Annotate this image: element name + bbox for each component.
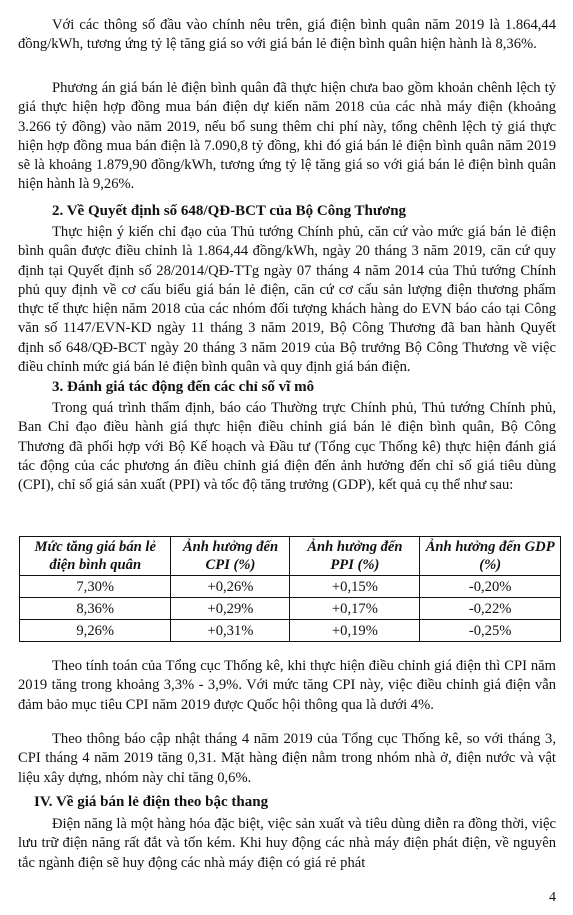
header-ppi: Ảnh hưởng đến PPI (%) <box>290 537 420 576</box>
cell-gdp: -0,20% <box>420 576 561 598</box>
cell-price-increase: 8,36% <box>20 598 171 620</box>
heading-macro-impact: 3. Đánh giá tác động đến các chỉ số vĩ mô <box>52 379 315 395</box>
paragraph-price-2019: Với các thông số đầu vào chính nêu trên, giá điện bình quân năm 2019 là 1.864,44 đồng/kWh, tương ứng tỷ lệ tăng giá so với giá bán lẻ điện bình quân hiện hành là 8,36%. <box>18 17 556 53</box>
table-row <box>20 576 561 598</box>
table-row <box>20 598 561 620</box>
cell-price-increase: 9,26% <box>20 620 171 642</box>
cell-cpi: +0,26% <box>171 576 290 598</box>
table-row <box>20 620 561 642</box>
header-gdp: Ảnh hưởng đến GDP (%) <box>420 537 561 576</box>
table-header-row <box>20 537 561 576</box>
cell-ppi: +0,19% <box>290 620 420 642</box>
paragraph-cpi-forecast: Theo tính toán của Tổng cục Thống kê, khi thực hiện điều chỉnh giá điện thì CPI năm 2019 tăng trong khoảng 3,3% - 3,9%. Với mức tăng CPI này, việc điều chỉnh giá điện vẫn đảm bảo mục tiêu CPI năm 2019 được Quốc hội thông qua là dưới 4%. <box>18 658 556 713</box>
cell-cpi: +0,29% <box>171 598 290 620</box>
cell-ppi: +0,17% <box>290 598 420 620</box>
cell-ppi: +0,15% <box>290 576 420 598</box>
page-number: 4 <box>549 890 556 905</box>
cell-gdp: -0,25% <box>420 620 561 642</box>
cell-price-increase: 7,30% <box>20 576 171 598</box>
heading-decision-648: 2. Về Quyết định số 648/QĐ-BCT của Bộ Công Thương <box>52 203 407 219</box>
header-price-increase: Mức tăng giá bán lẻ điện bình quân <box>20 537 171 576</box>
paragraph-impact-assessment: Trong quá trình thẩm định, báo cáo Thường trực Chính phủ, Thủ tướng Chính phủ, Ban Chỉ đạo điều hành giá thực hiện điều chỉnh giá bán lẻ điện bình quân, Bộ Công Thương đã phối hợp với Bộ Kế hoạch và Đầu tư (Tổng cục Thống kê) thực hiện đánh giá tác động của các phương án điều chỉnh giá điện đến ảnh hưởng đến chỉ số giá tiêu dùng (CPI), chỉ số giá sản xuất (PPI) và tốc độ tăng trưởng (GDP), kết quả cụ thể như sau: <box>18 400 556 494</box>
impact-table <box>19 536 561 642</box>
paragraph-decision-648: Thực hiện ý kiến chỉ đạo của Thủ tướng Chính phủ, căn cứ vào mức giá bán lẻ điện bình quân được điều chỉnh là 1.864,44 đồng/kWh, ngày 20 tháng 3 năm 2019, căn cứ quy định tại Quyết định số 28/2014/QĐ-TTg ngày 07 tháng 4 năm 2014 của Thủ tướng Chính phủ quy định về cơ cấu biểu giá bán lẻ điện, căn cứ cơ cấu sản lượng điện thương phẩm thực tế thực hiện năm 2018 của các nhóm đối tượng khách hàng do EVN báo cáo tại Công văn số 1147/EVN-KD ngày 11 tháng 3 năm 2019, Bộ Công Thương đã ban hành Quyết định số 648/QĐ-BCT ngày 20 tháng 3 năm 2019 của Bộ trưởng Bộ Công Thương về việc điều chỉnh mức giá bán lẻ điện bình quân và quy định giá bán điện. <box>18 224 556 376</box>
heading-tiered-pricing: IV. Về giá bán lẻ điện theo bậc thang <box>34 794 269 810</box>
header-cpi: Ảnh hưởng đến CPI (%) <box>171 537 290 576</box>
paragraph-electricity-commodity: Điện năng là một hàng hóa đặc biệt, việc sản xuất và tiêu dùng diễn ra đồng thời, việc lưu trữ điện năng rất đắt và tốn kém. Khi huy động các nhà máy điện phát điện, về nguyên tắc ngành điện sẽ huy động các nhà máy điện có giá rẻ phát <box>18 816 556 871</box>
cell-cpi: +0,31% <box>171 620 290 642</box>
cell-gdp: -0,22% <box>420 598 561 620</box>
paragraph-exchange-rate: Phương án giá bán lẻ điện bình quân đã thực hiện chưa bao gồm khoản chênh lệch tỷ giá thực hiện hợp đồng mua bán điện dự kiến năm 2018 của các nhà máy điện (khoảng 3.266 tỷ đồng) vào năm 2019, nếu bổ sung thêm chi phí này, tổng chênh lệch tỷ giá thực hiện hợp đồng mua bán điện là 7.090,8 tỷ đồng, khi đó giá bán lẻ điện bình quân năm 2019 sẽ là khoảng 1.879,90 đồng/kWh, tương ứng tỷ lệ tăng giá so với giá bán lẻ điện bình quân hiện hành là 9,26%. <box>18 80 556 193</box>
paragraph-cpi-april: Theo thông báo cập nhật tháng 4 năm 2019 của Tổng cục Thống kê, so với tháng 3, CPI tháng 4 năm 2019 tăng 0,31. Mặt hàng điện nằm trong nhóm nhà ở, điện nước và vật liệu xây dựng, nhóm này chỉ tăng 0,6%. <box>18 731 556 786</box>
